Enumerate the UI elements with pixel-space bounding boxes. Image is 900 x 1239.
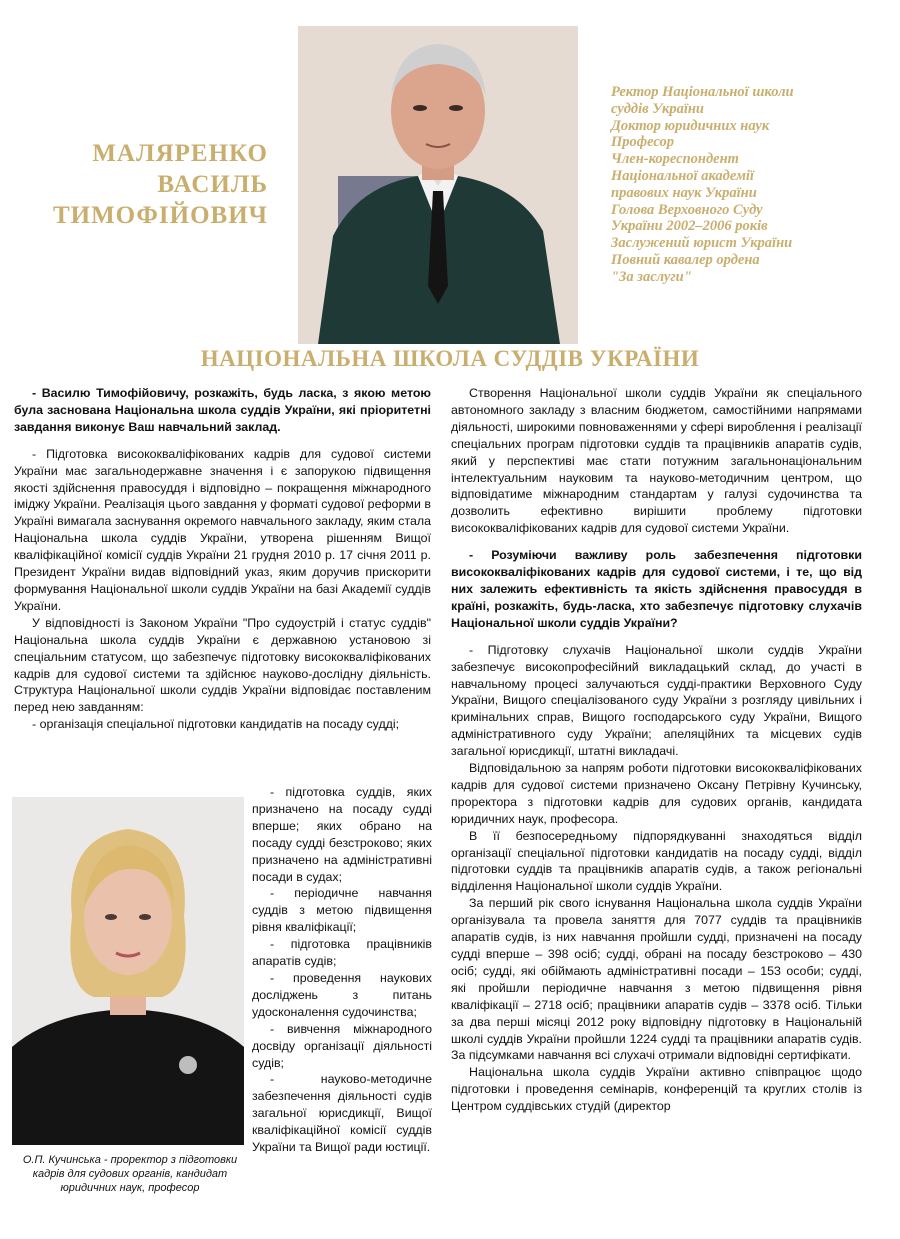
photo-caption: О.П. Кучинська - проректор з підготовки кадрів для судових органів, кандидат юридичних наук, професор (22, 1154, 238, 1194)
credential-line: Національної академії (611, 167, 754, 184)
rector-portrait-illustration (298, 26, 578, 344)
right-column (451, 385, 862, 1115)
answer-paragraph: - Підготовка висококваліфікованих кадрів для судової системи України має загальнодержавне значення і є запорукою підвищення якості здійснення правосуддя і відповідно – покращення міжнародного іміджу України. Реалізація цього завдання у форматі судової реформи в Україні вимагала заснування окремого навчального закладу, яким стала Національна школа суддів України, утворена рішенням Вищої кваліфікаційної комісії суддів України 21 грудня 2010 р. 17 січня 2011 р. Президент України видав відповідний указ, яким доручив прискорити формування Національної школи суддів України на базі Академії суддів України. (14, 446, 431, 613)
list-item: - періодичне навчання суддів з метою підвищення рівня кваліфікації; (252, 886, 432, 935)
section-title: НАЦІОНАЛЬНА ШКОЛА СУДДІВ УКРАЇНИ (200, 346, 700, 371)
answer-paragraph: В її безпосередньому підпорядкуванні знаходяться відділ організації спеціальної підготовки кандидатів на посаду судді, відділ підготовки суддів та працівників апаратів судів, а також регіональні відділення Національної школи суддів України. (451, 828, 862, 894)
question-2: - Розуміючи важливу роль забезпечення підготовки висококваліфікованих кадрів для судової системи, і те, що від них залежить ефективність та якість здійснення правосуддя в країні, розкажіть, будь-ласка, хто забезпечує підготовку слухачів Національної школи суддів України? (451, 548, 862, 630)
answer-paragraph: Національна школа суддів України активно співпрацює щодо підготовки і проведення семінарів, конференцій та круглих столів із Центром суддівських студій (директор (451, 1065, 862, 1114)
vice-rector-photo (12, 797, 244, 1145)
answer-paragraph: - Підготовку слухачів Національної школи суддів України забезпечує високопрофесійний викладацький склад, до участі в навчальному процесі залучаються судді-практики Верховного Суду України, Вищого спеціалізованого суду України з розгляду цивільних і кримінальних справ, Вищого господарського суду України, Вищого адміністративного суду України; апеляційних та місцевих судів загальної юрисдикції, штатні викладачі. (451, 642, 862, 759)
name-surname: МАЛЯРЕНКО (92, 140, 268, 167)
name-first: ВАСИЛЬ (157, 171, 268, 198)
question-1: - Василю Тимофійовичу, розкажіть, будь ласка, з якою метою була заснована Національна школа суддів України, які пріоритетні завдання виконує Ваш навчальний заклад. (14, 386, 431, 434)
answer-paragraph: За перший рік свого існування Національна школа суддів України організувала та провела заняття для 7077 суддів та працівників апаратів судів, із них навчання пройшли судді, призначені на посаду судді вперше – 398 осіб; судді, обрані на посаду безстроково – 430 осіб; судді, які обіймають адміністративні посади – 153 особи; судді, які пройшли періодичне навчання з метою підвищення рівня кваліфікації – 2718 осіб; працівники апаратів судів – 3378 осіб. Тільки за два перші місяці 2012 року відповідну підготовку в Національній школі суддів України пройшли 1224 судді та працівники апаратів судів. За підсумками навчання всі слухачі отримали відповідні сертифікати. (451, 896, 862, 1063)
left-column (14, 385, 431, 733)
credentials-list (611, 84, 881, 286)
name-patronymic: ТИМОФІЙОВИЧ (52, 202, 268, 229)
list-item: - підготовка суддів, яких призначено на посаду судді вперше; яких обрано на посаду судді безстроково; яких призначено на адміністративні посади в судах; (252, 785, 432, 884)
credential-line: суддів України (611, 100, 704, 117)
credential-line: України 2002–2006 років (611, 218, 768, 235)
list-item: - вивчення міжнародного досвіду організації діяльності судів; (252, 1021, 432, 1070)
credential-line: Професор (611, 134, 674, 151)
credential-line: Ректор Національної школи (611, 84, 794, 100)
answer-paragraph: У відповідності із Законом України "Про судоустрій і статус суддів" Національна школа суддів України є державною установою зі спеціальним статусом, що забезпечує підготовку висококваліфікованих кадрів для судової системи та здійснює науково-дослідну діяльність. Структура Національної школи суддів України відповідає поставленим перед нею завданням: (14, 615, 431, 715)
list-item: - проведення наукових досліджень з питань удосконалення судочинства; (252, 970, 432, 1019)
list-item: - підготовка працівників апаратів судів; (252, 937, 432, 969)
answer-paragraph: Створення Національної школи суддів України як спеціального автономного закладу з власним бюджетом, самостійними напрямами діяльності, широкими повноваженнями у сфері вироблення і реалізації спеціальних програм підготовки суддів та працівників апаратів судів, який у перспективі має стати потужним загальнонаціональним інтелектуальним науковим та науково-методичним центром, що відповідатиме міжнародним стандартам у галузі судочинства та дозволить ефективно вирішити проблему підготовки висококваліфікованих кадрів для судової системи України. (451, 386, 862, 536)
credential-line: Повний кавалер ордена (611, 251, 760, 268)
credential-line: "За заслуги" (611, 268, 692, 285)
answer-paragraph: - організація спеціальної підготовки кандидатів на посаду судді; (32, 717, 400, 732)
credential-line: Заслужений юрист України (611, 235, 793, 252)
rector-portrait (298, 26, 578, 344)
vice-rector-photo-illustration (12, 797, 244, 1145)
credential-line: правових наук України (611, 184, 757, 201)
left-column-list (252, 784, 432, 1156)
credential-line: Член-кореспондент (611, 151, 739, 168)
person-name (40, 138, 268, 231)
answer-paragraph: Відповідальною за напрям роботи підготовки висококваліфікованих кадрів для судової системи призначено Оксану Петрівну Кучинську, проректора з підготовки кадрів для судових органів, кандидата юридичних наук, професора. (451, 761, 862, 826)
list-item: - науково-методичне забезпечення діяльності судів загальної юрисдикції, Вищої кваліфікаційної комісії суддів України та Вищої ради юстиції. (252, 1072, 432, 1155)
credential-line: Доктор юридичних наук (611, 117, 770, 134)
credential-line: Голова Верховного Суду (611, 201, 763, 218)
